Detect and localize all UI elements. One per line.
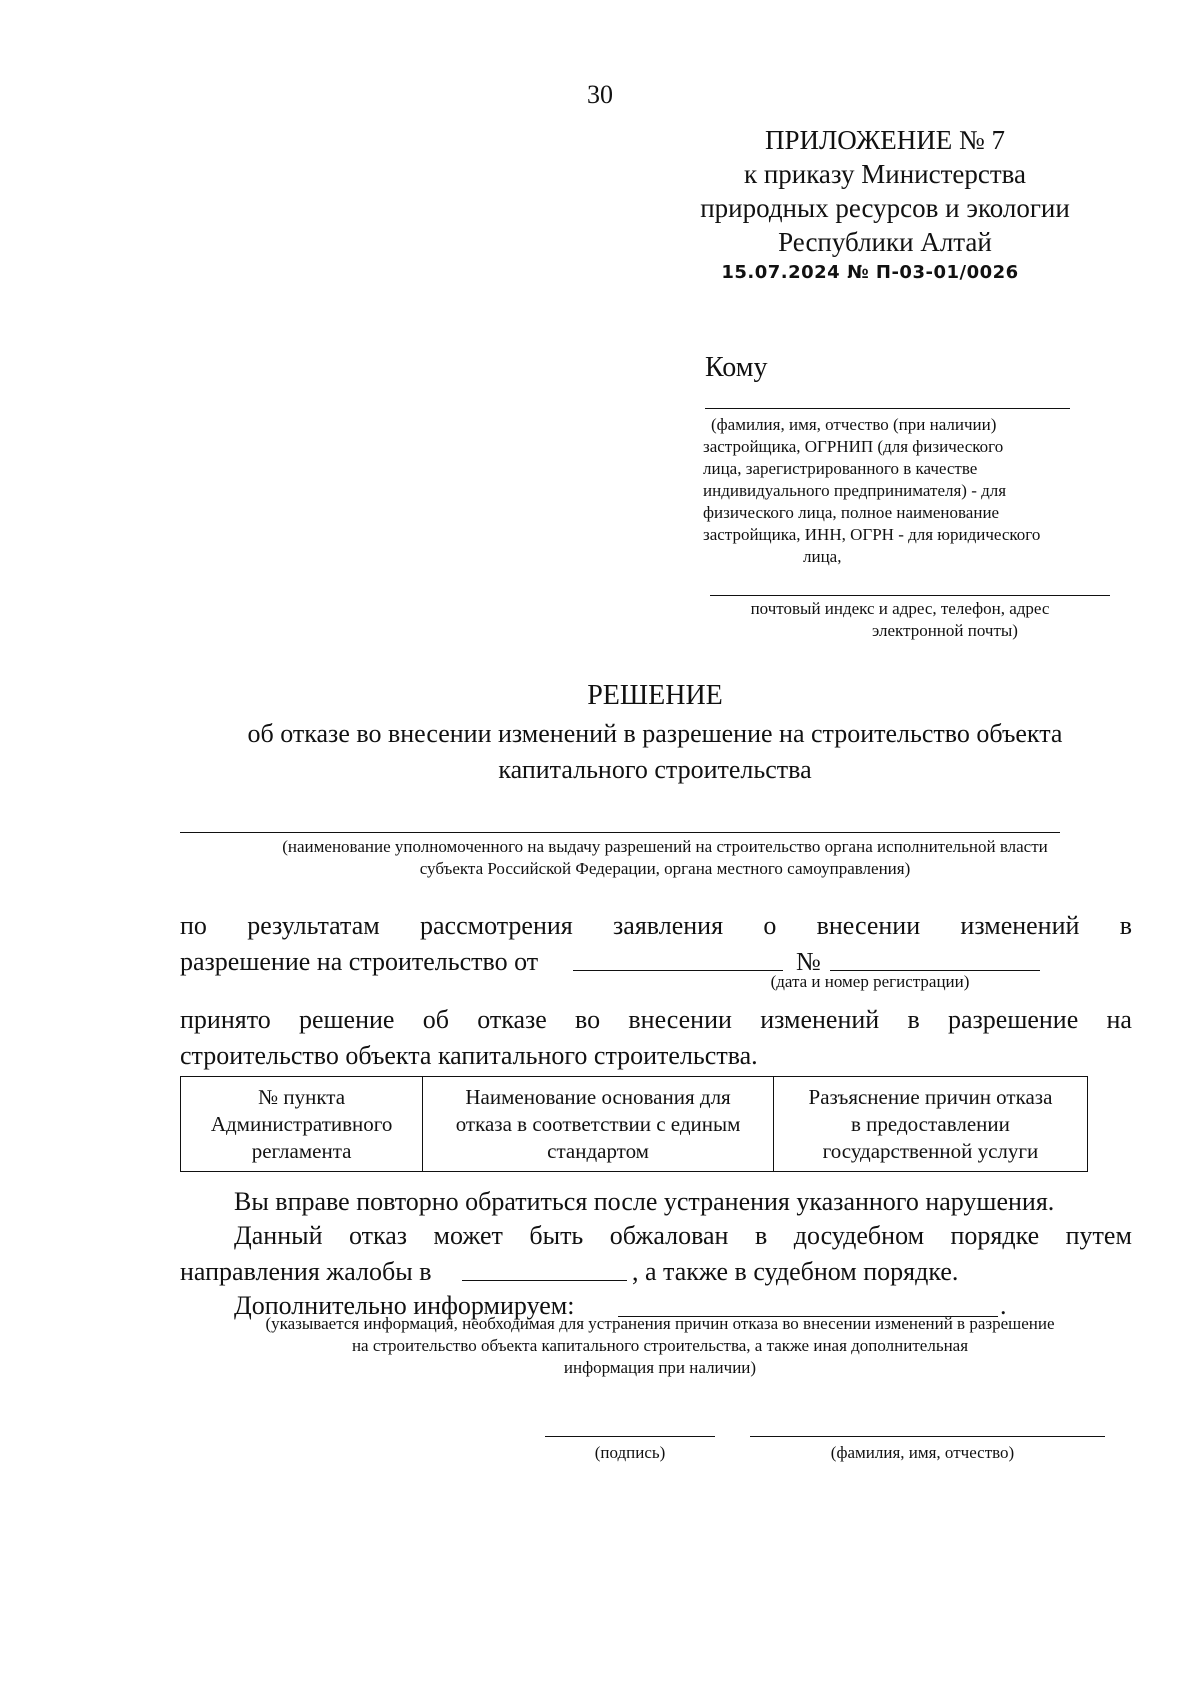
subtitle-line: капитального строительства	[498, 755, 812, 784]
info-label: Дополнительно информируем:	[234, 1291, 575, 1320]
appeal-prefix: направления жалобы в	[180, 1257, 432, 1286]
word: заявления	[613, 911, 724, 940]
authority-name-line[interactable]	[180, 832, 1060, 833]
word: в	[907, 1005, 920, 1034]
caption-line: индивидуального предпринимателя) - для	[703, 481, 1007, 500]
word: путем	[1065, 1221, 1132, 1250]
word: принято	[180, 1005, 271, 1034]
caption-line: электронной почты)	[872, 621, 1018, 640]
word: решение	[298, 1005, 395, 1034]
cell-line: регламента	[251, 1138, 352, 1163]
review-line-2-prefix: разрешение на строительство от	[180, 947, 539, 976]
authority-caption	[180, 836, 1150, 880]
subtitle-line: об отказе во внесении изменений в разрешение на строительство объекта	[247, 719, 1063, 748]
word: изменений	[960, 911, 1080, 940]
document-title: РЕШЕНИЕ	[587, 680, 723, 711]
word: о	[763, 911, 777, 940]
complaint-recipient-field[interactable]	[462, 1280, 627, 1281]
word: в	[754, 1221, 768, 1250]
document-subtitle	[160, 716, 1150, 788]
caption-line: лица, зарегистрированного в качестве	[703, 459, 978, 478]
signature-caption: (подпись)	[594, 1443, 666, 1462]
reapply-paragraph	[180, 1184, 1132, 1220]
caption-line: лица,	[803, 547, 842, 566]
caption-line: застройщика, ИНН, ОГРН - для юридического	[703, 525, 1041, 544]
recipient-address-line[interactable]	[710, 595, 1110, 596]
review-line-1	[180, 908, 1132, 944]
word: досудебном	[793, 1221, 925, 1250]
appendix-line: природных ресурсов и экологии	[700, 193, 1070, 223]
word: отказ	[348, 1221, 408, 1250]
caption-line: почтовый индекс и адрес, телефон, адрес	[750, 599, 1050, 618]
word: разрешение	[947, 1005, 1079, 1034]
recipient-to-label: Кому	[705, 352, 768, 383]
caption-line: застройщика, ОГРНИП (для физического	[703, 437, 1004, 456]
word: на	[1106, 1005, 1132, 1034]
full-name-field[interactable]	[750, 1436, 1105, 1437]
appendix-line: к приказу Министерства	[743, 159, 1027, 189]
word: по	[180, 911, 207, 940]
number-sign: №	[796, 947, 821, 976]
appendix-header	[655, 123, 1115, 259]
appeal-suffix: , а также в судебном порядке.	[632, 1257, 959, 1286]
word: рассмотрения	[420, 911, 573, 940]
info-caption	[180, 1313, 1140, 1379]
appeal-line-1	[180, 1218, 1132, 1254]
reapply-text: Вы вправе повторно обратиться после устранения указанного нарушения.	[234, 1187, 1055, 1216]
caption-line: (указывается информация, необходимая для устранения причин отказа во внесении изменений в разрешение	[265, 1314, 1055, 1333]
word: порядке	[950, 1221, 1040, 1250]
appendix-title: ПРИЛОЖЕНИЕ № 7	[764, 125, 1006, 155]
word: об	[422, 1005, 449, 1034]
info-end: .	[1000, 1291, 1007, 1320]
appendix-line: Республики Алтай	[778, 227, 992, 257]
table-header-cell	[423, 1077, 774, 1172]
table-header-cell	[181, 1077, 423, 1172]
word: отказе	[477, 1005, 547, 1034]
word: во	[575, 1005, 601, 1034]
word: изменений	[760, 1005, 880, 1034]
signature-field[interactable]	[545, 1436, 715, 1437]
date-caption: (дата и номер регистрации)	[770, 972, 970, 991]
cell-line: Наименование основания для	[465, 1084, 731, 1109]
table-header-cell	[773, 1077, 1087, 1172]
page-number: 30	[587, 80, 613, 109]
word: внесении	[816, 911, 921, 940]
word: результатам	[247, 911, 380, 940]
word: быть	[529, 1221, 584, 1250]
table-row	[181, 1077, 1088, 1172]
cell-line: Разъяснение причин отказа	[808, 1084, 1053, 1109]
cell-line: № пункта	[258, 1084, 346, 1109]
recipient-caption	[703, 414, 1123, 568]
appeal-paragraph	[180, 1218, 1132, 1290]
appeal-line-2	[180, 1254, 1132, 1290]
caption-line: на строительство объекта капитального строительства, а также иная дополнительная	[351, 1336, 969, 1355]
word: в	[1119, 911, 1132, 940]
caption-line: (наименование уполномоченного на выдачу разрешений на строительство органа исполнительной власти	[282, 837, 1048, 856]
caption-line: информация при наличии)	[563, 1358, 757, 1377]
decision-line-1	[180, 1002, 1132, 1038]
word: внесении	[628, 1005, 732, 1034]
word: обжалован	[609, 1221, 729, 1250]
order-reference: 15.07.2024 № П-03-01/0026	[721, 262, 1019, 283]
cell-line: государственной услуги	[822, 1138, 1039, 1163]
cell-line: стандартом	[547, 1138, 649, 1163]
recipient-name-line[interactable]	[705, 408, 1070, 409]
decision-line-2: строительство объекта капитального строительства.	[180, 1041, 758, 1070]
word: Данный	[234, 1221, 323, 1250]
caption-line: (фамилия, имя, отчество (при наличии)	[711, 415, 997, 434]
address-caption	[710, 598, 1090, 642]
cell-line: отказа в соответствии с единым	[455, 1111, 741, 1136]
decision-paragraph	[180, 1002, 1132, 1074]
cell-line: в предоставлении	[851, 1111, 1010, 1136]
word: может	[433, 1221, 503, 1250]
full-name-caption: (фамилия, имя, отчество)	[830, 1443, 1015, 1462]
refusal-grounds-table	[180, 1076, 1088, 1172]
caption-line: субъекта Российской Федерации, органа местного самоуправления)	[419, 859, 911, 878]
cell-line: Административного	[210, 1111, 393, 1136]
caption-line: физического лица, полное наименование	[703, 503, 1000, 522]
